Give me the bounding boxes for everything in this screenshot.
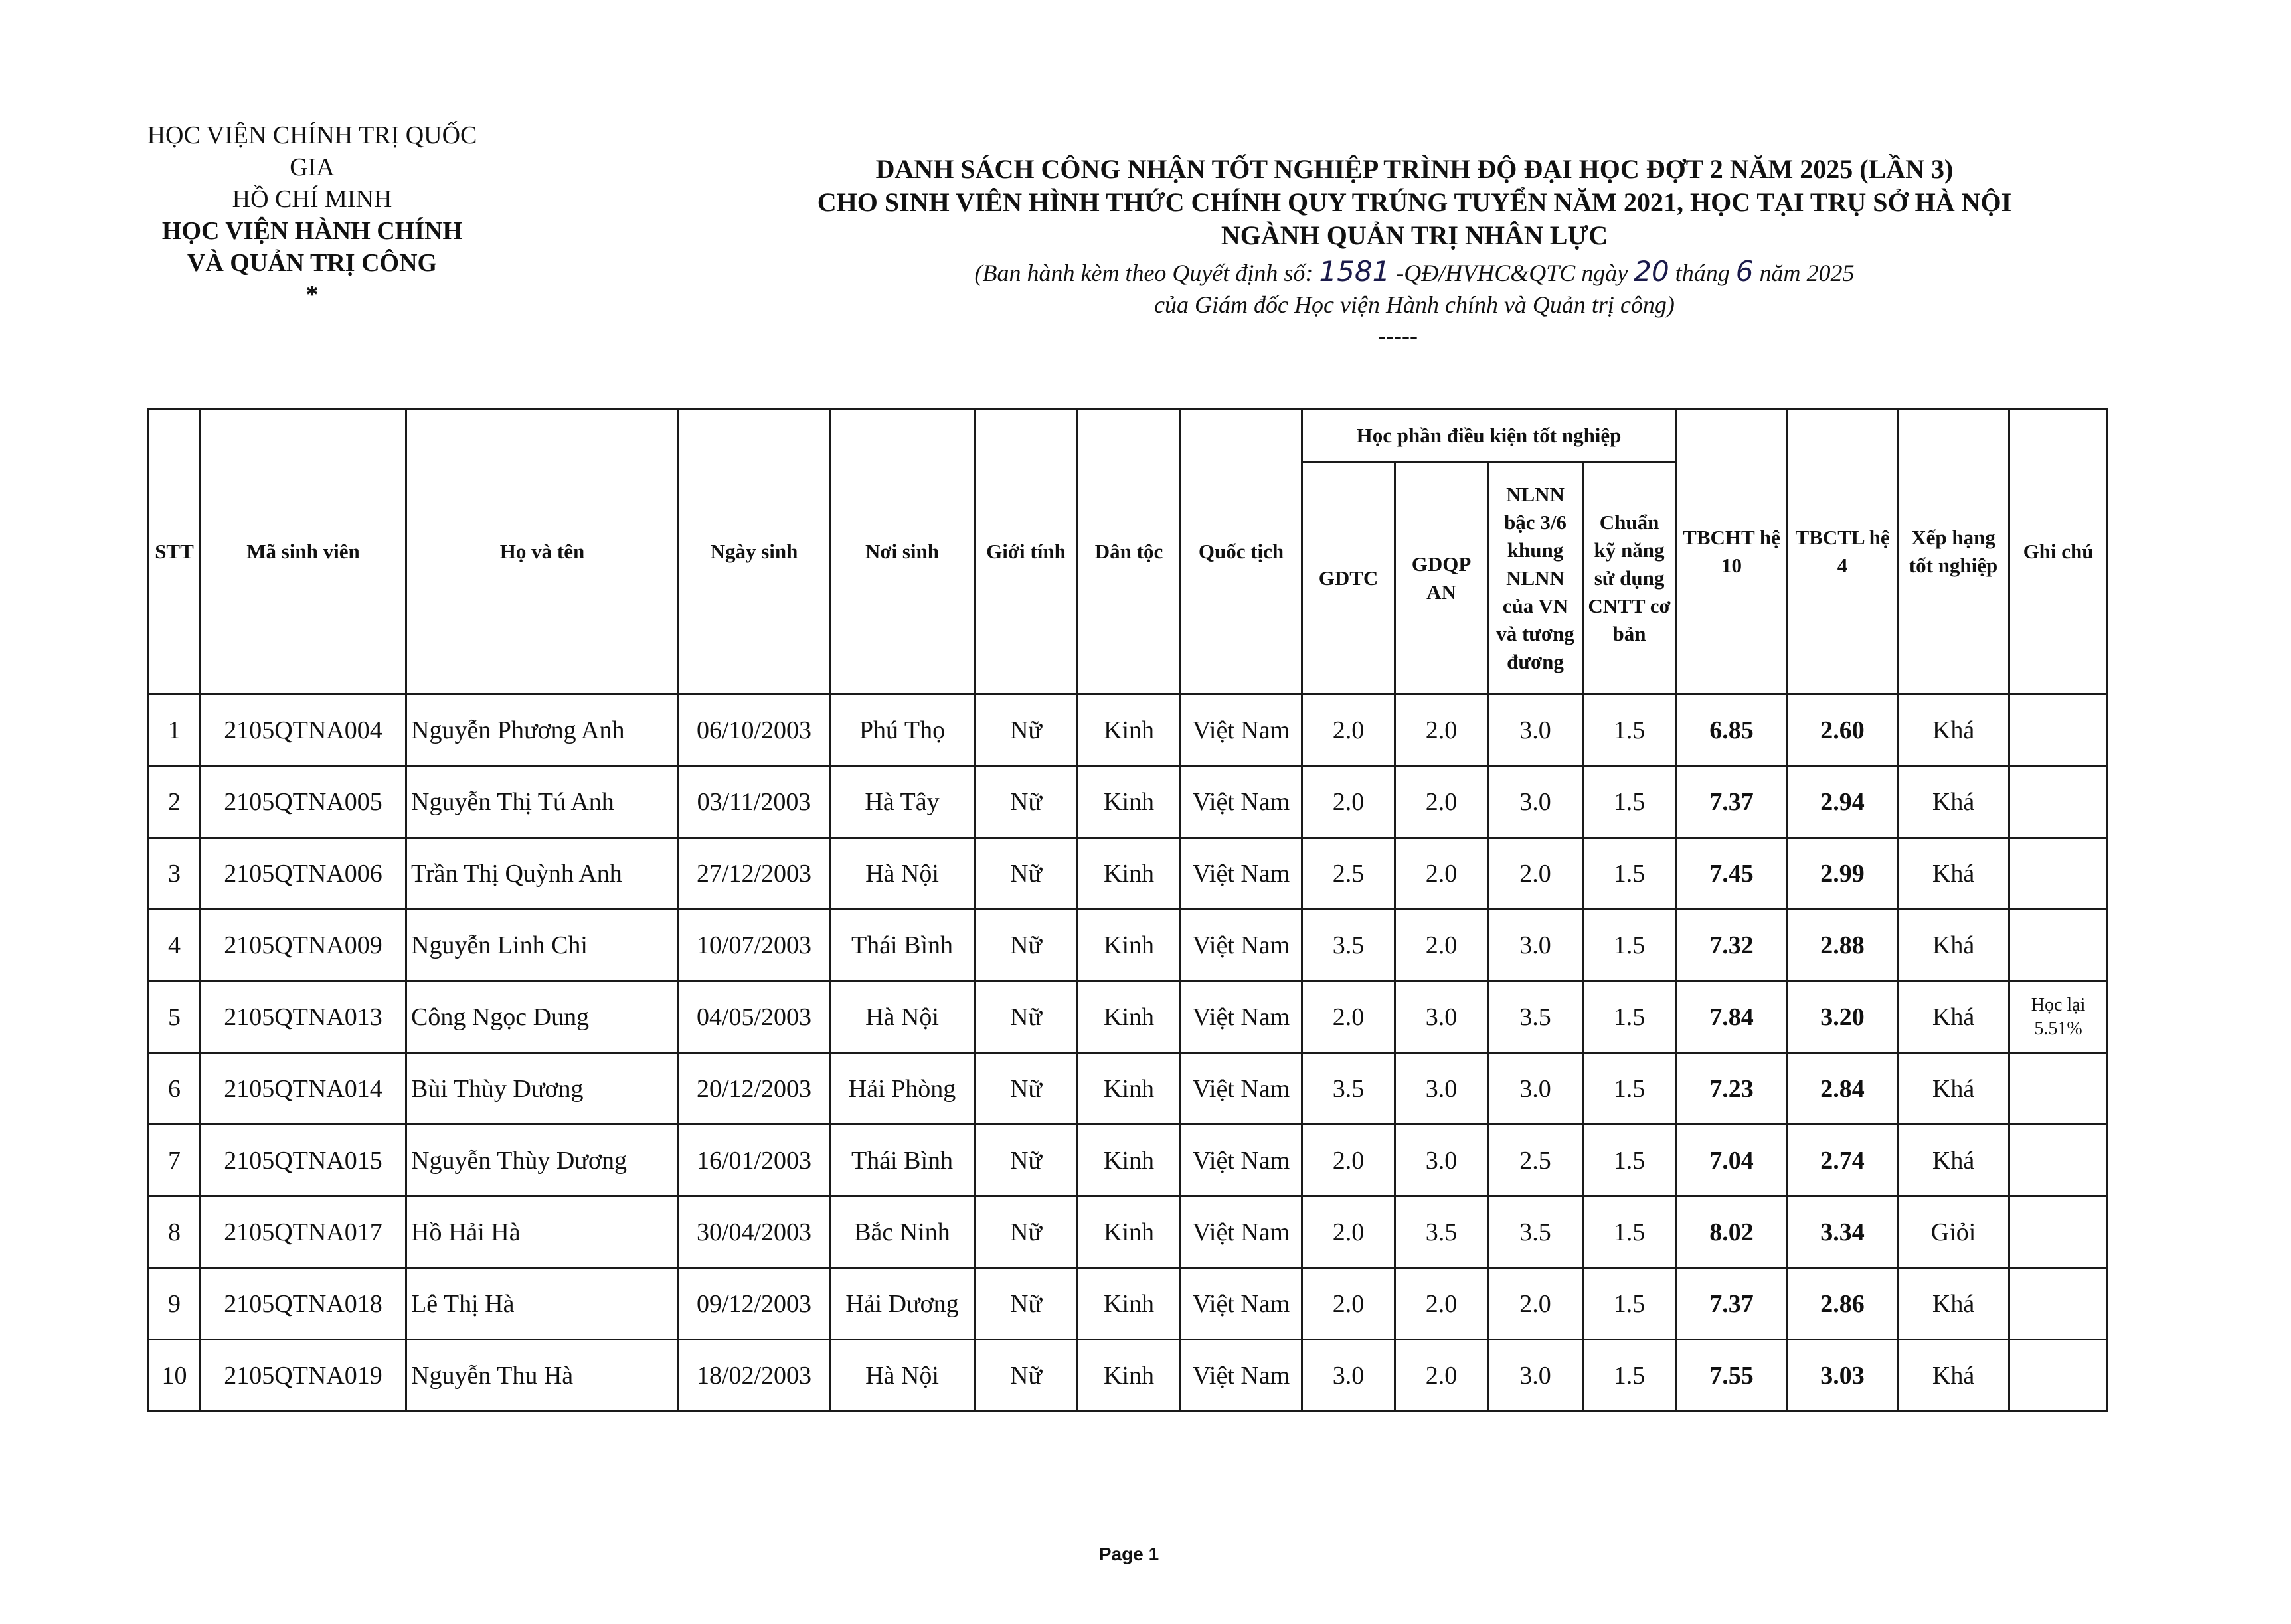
- cell-gdqp: 3.0: [1395, 1125, 1488, 1196]
- cell-birthplace: Hà Nội: [830, 838, 975, 910]
- cell-nationality: Việt Nam: [1181, 694, 1302, 766]
- cell-student-id: 2105QTNA005: [201, 766, 406, 838]
- cell-rank: Khá: [1898, 910, 2009, 981]
- cell-nlnn: 3.5: [1488, 981, 1583, 1053]
- header-ethnicity: Dân tộc: [1078, 409, 1181, 694]
- cell-gender: Nữ: [975, 981, 1078, 1053]
- cell-birthplace: Bắc Ninh: [830, 1196, 975, 1268]
- cell-ethnicity: Kinh: [1078, 910, 1181, 981]
- cell-nlnn: 2.0: [1488, 838, 1583, 910]
- header-gdqp: GDQP AN: [1395, 462, 1488, 694]
- header-nationality: Quốc tịch: [1181, 409, 1302, 694]
- cell-rank: Khá: [1898, 838, 2009, 910]
- table-row: [149, 981, 2108, 1053]
- cell-gdtc: 2.0: [1302, 694, 1395, 766]
- cell-tbcht: 7.32: [1676, 910, 1788, 981]
- cell-ethnicity: Kinh: [1078, 1268, 1181, 1340]
- header-student-id: Mã sinh viên: [201, 409, 406, 694]
- cell-stt: 7: [149, 1125, 201, 1196]
- cell-ethnicity: Kinh: [1078, 1053, 1181, 1125]
- cell-student-id: 2105QTNA015: [201, 1125, 406, 1196]
- cell-gdqp: 2.0: [1395, 910, 1488, 981]
- table-row: [149, 910, 2108, 981]
- cell-nationality: Việt Nam: [1181, 910, 1302, 981]
- cell-rank: Khá: [1898, 1053, 2009, 1125]
- cell-full-name: Trần Thị Quỳnh Anh: [406, 838, 679, 910]
- cell-cntt: 1.5: [1583, 838, 1676, 910]
- cell-gdtc: 3.5: [1302, 1053, 1395, 1125]
- cell-ethnicity: Kinh: [1078, 1125, 1181, 1196]
- cell-tbcht: 7.23: [1676, 1053, 1788, 1125]
- table-row: [149, 694, 2108, 766]
- cell-cntt: 1.5: [1583, 1196, 1676, 1268]
- cell-note: [2009, 1125, 2108, 1196]
- cell-nlnn: 3.0: [1488, 766, 1583, 838]
- header-full-name: Họ và tên: [406, 409, 679, 694]
- header-birthplace: Nơi sinh: [830, 409, 975, 694]
- cell-gdqp: 3.0: [1395, 981, 1488, 1053]
- graduates-table: [147, 408, 2108, 1412]
- cell-gdtc: 3.0: [1302, 1340, 1395, 1412]
- decision-day: 20: [1634, 255, 1669, 287]
- cell-tbctl: 2.74: [1788, 1125, 1898, 1196]
- table-row: [149, 1053, 2108, 1125]
- cell-tbctl: 2.99: [1788, 838, 1898, 910]
- title-line-2: CHO SINH VIÊN HÌNH THỨC CHÍNH QUY TRÚNG TUYỂN NĂM 2021, HỌC TẠI TRỤ SỞ HÀ NỘI: [817, 187, 2012, 217]
- cell-tbcht: 7.55: [1676, 1340, 1788, 1412]
- decision-number: 1581: [1319, 255, 1391, 287]
- cell-rank: Giỏi: [1898, 1196, 2009, 1268]
- cell-gdqp: 2.0: [1395, 694, 1488, 766]
- cell-gdtc: 2.0: [1302, 766, 1395, 838]
- cell-dob: 06/10/2003: [679, 694, 830, 766]
- cell-note: [2009, 694, 2108, 766]
- cell-tbcht: 7.37: [1676, 766, 1788, 838]
- cell-note: [2009, 1196, 2108, 1268]
- cell-full-name: Nguyễn Phương Anh: [406, 694, 679, 766]
- header-cntt: Chuẩn kỹ năng sử dụng CNTT cơ bản: [1583, 462, 1676, 694]
- cell-note: Học lại 5.51%: [2009, 981, 2108, 1053]
- cell-cntt: 1.5: [1583, 694, 1676, 766]
- cell-gdqp: 3.5: [1395, 1196, 1488, 1268]
- cell-student-id: 2105QTNA018: [201, 1268, 406, 1340]
- cell-nationality: Việt Nam: [1181, 838, 1302, 910]
- cell-stt: 5: [149, 981, 201, 1053]
- title-line-1: DANH SÁCH CÔNG NHẬN TỐT NGHIỆP TRÌNH ĐỘ ĐẠI HỌC ĐỢT 2 NĂM 2025 (LẦN 3): [875, 154, 1954, 184]
- cell-student-id: 2105QTNA004: [201, 694, 406, 766]
- cell-gdqp: 2.0: [1395, 1340, 1488, 1412]
- cell-full-name: Lê Thị Hà: [406, 1268, 679, 1340]
- cell-gdtc: 2.0: [1302, 1125, 1395, 1196]
- cell-nlnn: 3.0: [1488, 694, 1583, 766]
- table-row: [149, 838, 2108, 910]
- cell-tbctl: 3.20: [1788, 981, 1898, 1053]
- header-nlnn: NLNN bậc 3/6 khung NLNN của VN và tương đương: [1488, 462, 1583, 694]
- document-title: [717, 153, 2112, 252]
- cell-dob: 03/11/2003: [679, 766, 830, 838]
- cell-dob: 20/12/2003: [679, 1053, 830, 1125]
- org-line-1: HỌC VIỆN CHÍNH TRỊ QUỐC GIA: [147, 122, 477, 181]
- cell-nationality: Việt Nam: [1181, 1340, 1302, 1412]
- cell-ethnicity: Kinh: [1078, 1340, 1181, 1412]
- cell-cntt: 1.5: [1583, 981, 1676, 1053]
- cell-gender: Nữ: [975, 766, 1078, 838]
- cell-stt: 3: [149, 838, 201, 910]
- cell-gdqp: 2.0: [1395, 766, 1488, 838]
- header-rank: Xếp hạng tốt nghiệp: [1898, 409, 2009, 694]
- cell-student-id: 2105QTNA009: [201, 910, 406, 981]
- cell-tbcht: 7.45: [1676, 838, 1788, 910]
- decision-prefix: (Ban hành kèm theo Quyết định số:: [974, 260, 1314, 286]
- cell-full-name: Nguyễn Thị Tú Anh: [406, 766, 679, 838]
- cell-birthplace: Hà Tây: [830, 766, 975, 838]
- cell-ethnicity: Kinh: [1078, 981, 1181, 1053]
- cell-cntt: 1.5: [1583, 1268, 1676, 1340]
- org-line-3: HỌC VIỆN HÀNH CHÍNH: [161, 217, 463, 245]
- cell-gender: Nữ: [975, 1196, 1078, 1268]
- cell-ethnicity: Kinh: [1078, 838, 1181, 910]
- cell-nlnn: 3.0: [1488, 1053, 1583, 1125]
- table-row: [149, 1268, 2108, 1340]
- cell-student-id: 2105QTNA013: [201, 981, 406, 1053]
- cell-stt: 4: [149, 910, 201, 981]
- cell-gender: Nữ: [975, 694, 1078, 766]
- cell-cntt: 1.5: [1583, 1125, 1676, 1196]
- table-row: [149, 766, 2108, 838]
- cell-gender: Nữ: [975, 1340, 1078, 1412]
- decision-year: năm 2025: [1759, 260, 1855, 286]
- cell-rank: Khá: [1898, 1340, 2009, 1412]
- cell-nlnn: 3.0: [1488, 1340, 1583, 1412]
- table-body: [149, 694, 2108, 1412]
- cell-stt: 1: [149, 694, 201, 766]
- cell-nationality: Việt Nam: [1181, 1196, 1302, 1268]
- table-row: [149, 1125, 2108, 1196]
- cell-gdqp: 2.0: [1395, 838, 1488, 910]
- cell-tbctl: 3.34: [1788, 1196, 1898, 1268]
- cell-nationality: Việt Nam: [1181, 981, 1302, 1053]
- cell-tbcht: 8.02: [1676, 1196, 1788, 1268]
- decision-reference: [717, 256, 2112, 321]
- cell-tbcht: 7.84: [1676, 981, 1788, 1053]
- cell-gender: Nữ: [975, 838, 1078, 910]
- cell-nationality: Việt Nam: [1181, 766, 1302, 838]
- cell-cntt: 1.5: [1583, 1053, 1676, 1125]
- cell-birthplace: Thái Bình: [830, 1125, 975, 1196]
- cell-note: [2009, 1340, 2108, 1412]
- cell-full-name: Bùi Thùy Dương: [406, 1053, 679, 1125]
- cell-note: [2009, 838, 2108, 910]
- cell-full-name: Hồ Hải Hà: [406, 1196, 679, 1268]
- cell-stt: 10: [149, 1340, 201, 1412]
- cell-birthplace: Hà Nội: [830, 981, 975, 1053]
- cell-nationality: Việt Nam: [1181, 1268, 1302, 1340]
- cell-ethnicity: Kinh: [1078, 1196, 1181, 1268]
- cell-rank: Khá: [1898, 1125, 2009, 1196]
- decision-line-1: [717, 256, 2112, 289]
- cell-cntt: 1.5: [1583, 910, 1676, 981]
- cell-tbctl: 2.86: [1788, 1268, 1898, 1340]
- cell-dob: 16/01/2003: [679, 1125, 830, 1196]
- cell-full-name: Công Ngọc Dung: [406, 981, 679, 1053]
- cell-gdqp: 3.0: [1395, 1053, 1488, 1125]
- cell-tbcht: 6.85: [1676, 694, 1788, 766]
- cell-tbcht: 7.04: [1676, 1125, 1788, 1196]
- cell-birthplace: Hải Dương: [830, 1268, 975, 1340]
- cell-gdtc: 2.5: [1302, 838, 1395, 910]
- cell-full-name: Nguyễn Thùy Dương: [406, 1125, 679, 1196]
- cell-nationality: Việt Nam: [1181, 1125, 1302, 1196]
- header-tbcht: TBCHT hệ 10: [1676, 409, 1788, 694]
- cell-nlnn: 2.0: [1488, 1268, 1583, 1340]
- cell-stt: 9: [149, 1268, 201, 1340]
- header-dob: Ngày sinh: [679, 409, 830, 694]
- cell-tbctl: 2.60: [1788, 694, 1898, 766]
- cell-gdtc: 2.0: [1302, 981, 1395, 1053]
- cell-nlnn: 3.5: [1488, 1196, 1583, 1268]
- cell-student-id: 2105QTNA014: [201, 1053, 406, 1125]
- cell-dob: 09/12/2003: [679, 1268, 830, 1340]
- cell-ethnicity: Kinh: [1078, 766, 1181, 838]
- decision-code: -QĐ/HVHC&QTC ngày: [1396, 260, 1628, 286]
- page-number: Page 1: [1098, 1544, 1159, 1564]
- cell-tbctl: 2.94: [1788, 766, 1898, 838]
- cell-note: [2009, 766, 2108, 838]
- cell-birthplace: Hà Nội: [830, 1340, 975, 1412]
- cell-rank: Khá: [1898, 694, 2009, 766]
- cell-student-id: 2105QTNA017: [201, 1196, 406, 1268]
- cell-dob: 18/02/2003: [679, 1340, 830, 1412]
- decision-month-label: tháng: [1675, 260, 1730, 286]
- cell-rank: Khá: [1898, 981, 2009, 1053]
- cell-gender: Nữ: [975, 1125, 1078, 1196]
- cell-birthplace: Phú Thọ: [830, 694, 975, 766]
- table-row: [149, 1196, 2108, 1268]
- cell-nlnn: 2.5: [1488, 1125, 1583, 1196]
- title-line-3: NGÀNH QUẢN TRỊ NHÂN LỰC: [1221, 220, 1608, 250]
- cell-ethnicity: Kinh: [1078, 694, 1181, 766]
- cell-gdqp: 2.0: [1395, 1268, 1488, 1340]
- cell-tbcht: 7.37: [1676, 1268, 1788, 1340]
- cell-dob: 27/12/2003: [679, 838, 830, 910]
- header-graduation-conditions: Học phần điều kiện tốt nghiệp: [1302, 409, 1676, 462]
- cell-student-id: 2105QTNA006: [201, 838, 406, 910]
- cell-stt: 8: [149, 1196, 201, 1268]
- cell-note: [2009, 1053, 2108, 1125]
- header-gdtc: GDTC: [1302, 462, 1395, 694]
- cell-dob: 10/07/2003: [679, 910, 830, 981]
- cell-note: [2009, 1268, 2108, 1340]
- cell-gender: Nữ: [975, 910, 1078, 981]
- org-star: *: [305, 281, 319, 309]
- org-line-2: HỒ CHÍ MINH: [232, 185, 392, 213]
- cell-dob: 04/05/2003: [679, 981, 830, 1053]
- cell-rank: Khá: [1898, 1268, 2009, 1340]
- organization-header: [146, 120, 478, 311]
- cell-full-name: Nguyễn Thu Hà: [406, 1340, 679, 1412]
- cell-cntt: 1.5: [1583, 766, 1676, 838]
- cell-student-id: 2105QTNA019: [201, 1340, 406, 1412]
- table-row: [149, 1340, 2108, 1412]
- cell-stt: 6: [149, 1053, 201, 1125]
- cell-gdtc: 2.0: [1302, 1196, 1395, 1268]
- cell-tbctl: 2.84: [1788, 1053, 1898, 1125]
- cell-nlnn: 3.0: [1488, 910, 1583, 981]
- separator: -----: [1378, 323, 1418, 349]
- cell-tbctl: 2.88: [1788, 910, 1898, 981]
- decision-month: 6: [1735, 255, 1754, 287]
- cell-gender: Nữ: [975, 1268, 1078, 1340]
- cell-stt: 2: [149, 766, 201, 838]
- cell-full-name: Nguyễn Linh Chi: [406, 910, 679, 981]
- cell-dob: 30/04/2003: [679, 1196, 830, 1268]
- org-line-4: VÀ QUẢN TRỊ CÔNG: [187, 249, 438, 277]
- cell-gdtc: 2.0: [1302, 1268, 1395, 1340]
- cell-nationality: Việt Nam: [1181, 1053, 1302, 1125]
- cell-rank: Khá: [1898, 766, 2009, 838]
- cell-gender: Nữ: [975, 1053, 1078, 1125]
- cell-cntt: 1.5: [1583, 1340, 1676, 1412]
- header-note: Ghi chú: [2009, 409, 2108, 694]
- cell-gdtc: 3.5: [1302, 910, 1395, 981]
- header-gender: Giới tính: [975, 409, 1078, 694]
- cell-note: [2009, 910, 2108, 981]
- header-stt: STT: [149, 409, 201, 694]
- decision-line-2: của Giám đốc Học viện Hành chính và Quản trị công): [1154, 291, 1675, 318]
- cell-tbctl: 3.03: [1788, 1340, 1898, 1412]
- cell-birthplace: Hải Phòng: [830, 1053, 975, 1125]
- header-tbctl: TBCTL hệ 4: [1788, 409, 1898, 694]
- cell-birthplace: Thái Bình: [830, 910, 975, 981]
